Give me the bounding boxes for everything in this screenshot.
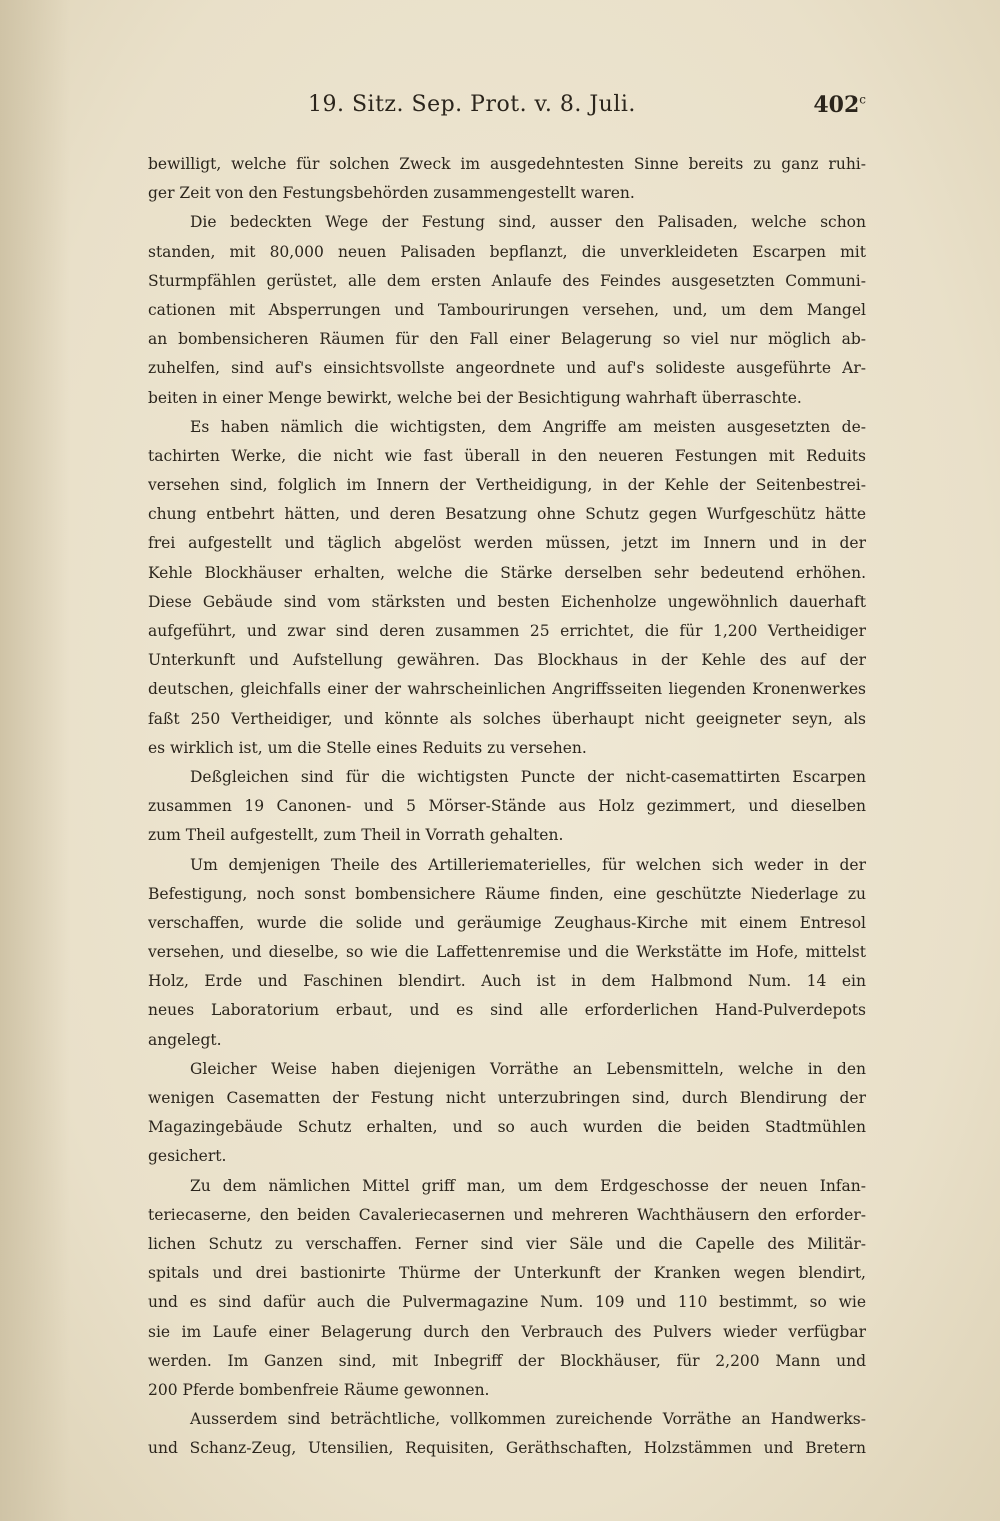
text-line: spitals und drei bastionirte Thürme der Unterkunft der Kranken wegen blendirt, bbox=[148, 1264, 866, 1283]
binding-shadow bbox=[0, 0, 70, 1521]
text-line: beiten in einer Menge bewirkt, welche bei der Besichtigung wahrhaft überraschte. bbox=[148, 388, 802, 407]
text-line: und Schanz-Zeug, Utensilien, Requisiten, Geräthschaften, Holzstämmen und Bretern bbox=[148, 1439, 866, 1458]
text-line: Es haben nämlich die wichtigsten, dem Angriffe am meisten ausgesetzten de- bbox=[190, 417, 866, 436]
text-line: sie im Laufe einer Belagerung durch den Verbrauch des Pulvers wieder verfügbar bbox=[148, 1322, 866, 1341]
page-number bbox=[813, 92, 866, 118]
text-line: zusammen 19 Canonen- und 5 Mörser-Stände aus Holz gezimmert, und dieselben bbox=[148, 797, 866, 816]
text-line: Die bedeckten Wege der Festung sind, ausser den Palisaden, welche schon bbox=[190, 213, 866, 232]
text-line: Holz, Erde und Faschinen blendirt. Auch ist in dem Halbmond Num. 14 ein bbox=[148, 972, 866, 991]
text-line: 200 Pferde bombenfreie Räume gewonnen. bbox=[148, 1380, 490, 1399]
text-line: cationen mit Absperrungen und Tambourirungen versehen, und, um dem Mangel bbox=[148, 300, 866, 319]
page-number-suffix: c bbox=[859, 92, 866, 107]
running-header bbox=[148, 92, 866, 126]
text-line: tachirten Werke, die nicht wie fast überall in den neueren Festungen mit Reduits bbox=[148, 446, 866, 465]
text-line: werden. Im Ganzen sind, mit Inbegriff der Blockhäuser, für 2,200 Mann und bbox=[148, 1351, 866, 1370]
text-line: es wirklich ist, um die Stelle eines Reduits zu versehen. bbox=[148, 738, 587, 757]
text-line: an bombensicheren Räumen für den Fall einer Belagerung so viel nur möglich ab- bbox=[148, 330, 866, 349]
text-line: versehen sind, folglich im Innern der Vertheidigung, in der Kehle der Seitenbestrei- bbox=[148, 476, 866, 495]
page-number-value: 402 bbox=[813, 92, 860, 118]
text-line: Unterkunft und Aufstellung gewähren. Das Blockhaus in der Kehle des auf der bbox=[148, 651, 866, 670]
text-line: wenigen Casematten der Festung nicht unterzubringen sind, durch Blendirung der bbox=[148, 1089, 866, 1107]
text-line: Sturmpfählen gerüstet, alle dem ersten Anlaufe des Feindes ausgesetzten Communi- bbox=[148, 271, 866, 290]
header-title: 19. Sitz. Sep. Prot. v. 8. Juli. bbox=[308, 92, 636, 117]
text-line: Magazingebäude Schutz erhalten, und so auch wurden die beiden Stadtmühlen bbox=[148, 1118, 866, 1137]
text-line: neues Laboratorium erbaut, und es sind alle erforderlichen Hand-Pulverdepots bbox=[148, 1001, 866, 1020]
text-line: ger Zeit von den Festungsbehörden zusammengestellt waren. bbox=[148, 184, 635, 203]
text-line: versehen, und dieselbe, so wie die Laffettenremise und die Werkstätte im Hofe, mittelst bbox=[148, 943, 866, 962]
text-line: frei aufgestellt und täglich abgelöst werden müssen, jetzt im Innern und in der bbox=[148, 534, 866, 553]
text-line: gesichert. bbox=[148, 1147, 227, 1166]
text-line: bewilligt, welche für solchen Zweck im ausgedehntesten Sinne bereits zu ganz ruhi- bbox=[148, 155, 866, 173]
text-line: aufgeführt, und zwar sind deren zusammen 25 errichtet, die für 1,200 Vertheidiger bbox=[148, 622, 866, 640]
text-line: angelegt. bbox=[148, 1030, 222, 1049]
text-line: und es sind dafür auch die Pulvermagazine Num. 109 und 110 bestimmt, so wie bbox=[148, 1293, 866, 1312]
text-line: teriecaserne, den beiden Cavaleriecasernen und mehreren Wachthäusern den erforder- bbox=[148, 1205, 866, 1224]
text-line: lichen Schutz zu verschaffen. Ferner sind vier Säle und die Capelle des Militär- bbox=[148, 1234, 866, 1253]
text-line: Befestigung, noch sonst bombensichere Räume finden, eine geschützte Niederlage zu bbox=[148, 884, 866, 903]
text-line: Um demjenigen Theile des Artilleriematerielles, für welchen sich weder in der bbox=[190, 855, 866, 874]
text-line: Kehle Blockhäuser erhalten, welche die Stärke derselben sehr bedeutend erhöhen. bbox=[148, 563, 866, 582]
text-line: Deßgleichen sind für die wichtigsten Puncte der nicht-casemattirten Escarpen bbox=[190, 767, 866, 786]
body-text bbox=[148, 150, 866, 1463]
text-line: deutschen, gleichfalls einer der wahrscheinlichen Angriffsseiten liegenden Kronenwerkes bbox=[148, 680, 866, 699]
text-line: Ausserdem sind beträchtliche, vollkommen zureichende Vorräthe an Handwerks- bbox=[190, 1410, 866, 1429]
text-line: zuhelfen, sind auf's einsichtsvollste angeordnete und auf's solideste ausgeführte Ar- bbox=[148, 359, 866, 378]
text-line: Zu dem nämlichen Mittel griff man, um dem Erdgeschosse der neuen Infan- bbox=[190, 1176, 866, 1195]
text-line: faßt 250 Vertheidiger, und könnte als solches überhaupt nicht geeigneter seyn, als bbox=[148, 709, 866, 728]
text-line: chung entbehrt hätten, und deren Besatzung ohne Schutz gegen Wurfgeschütz hätte bbox=[148, 505, 866, 524]
text-line: Diese Gebäude sind vom stärksten und besten Eichenholze ungewöhnlich dauerhaft bbox=[148, 592, 866, 611]
text-line: zum Theil aufgestellt, zum Theil in Vorrath gehalten. bbox=[148, 826, 564, 845]
text-line: standen, mit 80,000 neuen Palisaden bepflanzt, die unverkleideten Escarpen mit bbox=[148, 242, 866, 261]
text-line: Gleicher Weise haben diejenigen Vorräthe an Lebensmitteln, welche in den bbox=[190, 1059, 866, 1078]
text-line: verschaffen, wurde die solide und geräumige Zeughaus-Kirche mit einem Entresol bbox=[148, 913, 866, 932]
